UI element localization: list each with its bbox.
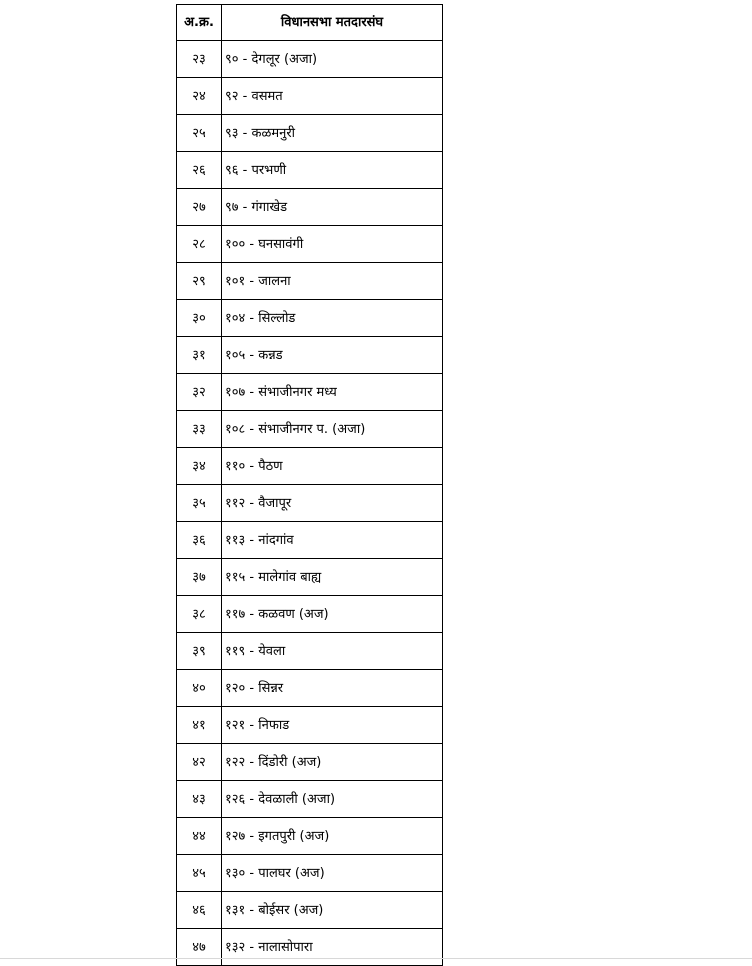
constituency-cell: १०८ - संभाजीनगर प. (अजा) xyxy=(222,411,443,448)
serial-number-cell: ४६ xyxy=(177,892,222,929)
constituency-cell: ११२ - वैजापूर xyxy=(222,485,443,522)
serial-number-cell: ३३ xyxy=(177,411,222,448)
table-row xyxy=(177,300,443,337)
constituency-cell: ११५ - मालेगांव बाह्य xyxy=(222,559,443,596)
table-header xyxy=(177,5,443,41)
serial-number-cell: ३२ xyxy=(177,374,222,411)
serial-number-cell: ३६ xyxy=(177,522,222,559)
serial-number-cell: २७ xyxy=(177,189,222,226)
header-row xyxy=(177,5,443,41)
serial-number-cell: ४७ xyxy=(177,929,222,966)
table-row xyxy=(177,115,443,152)
constituency-cell: ९० - देगलूर (अजा) xyxy=(222,41,443,78)
serial-number-cell: ४० xyxy=(177,670,222,707)
page-bottom-divider xyxy=(0,958,752,959)
serial-number-cell: ४४ xyxy=(177,818,222,855)
table-row xyxy=(177,929,443,966)
table-row xyxy=(177,485,443,522)
serial-number-cell: २९ xyxy=(177,263,222,300)
constituency-cell: ११३ - नांदगांव xyxy=(222,522,443,559)
constituency-header: विधानसभा मतदारसंघ xyxy=(222,5,443,41)
table-row xyxy=(177,411,443,448)
constituency-cell: ९२ - वसमत xyxy=(222,78,443,115)
serial-number-cell: ३७ xyxy=(177,559,222,596)
table-row xyxy=(177,855,443,892)
constituency-cell: ११७ - कळवण (अज) xyxy=(222,596,443,633)
table-row xyxy=(177,448,443,485)
table-row xyxy=(177,670,443,707)
constituency-table xyxy=(176,4,443,966)
constituency-cell: ९६ - परभणी xyxy=(222,152,443,189)
table-row xyxy=(177,337,443,374)
serial-number-header: अ.क्र. xyxy=(177,5,222,41)
table-row xyxy=(177,189,443,226)
serial-number-cell: ३४ xyxy=(177,448,222,485)
serial-number-cell: ३९ xyxy=(177,633,222,670)
serial-number-cell: २८ xyxy=(177,226,222,263)
serial-number-cell: ४५ xyxy=(177,855,222,892)
constituency-cell: १३० - पालघर (अज) xyxy=(222,855,443,892)
constituency-cell: १२६ - देवळाली (अजा) xyxy=(222,781,443,818)
serial-number-cell: ४१ xyxy=(177,707,222,744)
constituency-cell: १२० - सिन्नर xyxy=(222,670,443,707)
table-row xyxy=(177,818,443,855)
serial-number-cell: २३ xyxy=(177,41,222,78)
table-row xyxy=(177,892,443,929)
constituency-cell: १०४ - सिल्लोड xyxy=(222,300,443,337)
table-row xyxy=(177,78,443,115)
serial-number-cell: २४ xyxy=(177,78,222,115)
serial-number-cell: २५ xyxy=(177,115,222,152)
serial-number-cell: ३५ xyxy=(177,485,222,522)
constituency-cell: ११० - पैठण xyxy=(222,448,443,485)
constituency-cell: १०७ - संभाजीनगर मध्य xyxy=(222,374,443,411)
table-row xyxy=(177,41,443,78)
table-row xyxy=(177,559,443,596)
constituency-cell: १०१ - जालना xyxy=(222,263,443,300)
serial-number-cell: ३१ xyxy=(177,337,222,374)
constituency-cell: ११९ - येवला xyxy=(222,633,443,670)
constituency-cell: १२१ - निफाड xyxy=(222,707,443,744)
table-row xyxy=(177,596,443,633)
table-row xyxy=(177,263,443,300)
constituency-cell: १०० - घनसावंगी xyxy=(222,226,443,263)
constituency-cell: १३१ - बोईसर (अज) xyxy=(222,892,443,929)
table-row xyxy=(177,633,443,670)
table-row xyxy=(177,744,443,781)
table-row xyxy=(177,152,443,189)
constituency-cell: १२२ - दिंडोरी (अज) xyxy=(222,744,443,781)
serial-number-cell: ३८ xyxy=(177,596,222,633)
table-body xyxy=(177,41,443,966)
table-row xyxy=(177,226,443,263)
constituency-cell: १३२ - नालासोपारा xyxy=(222,929,443,966)
constituency-cell: १०५ - कन्नड xyxy=(222,337,443,374)
serial-number-cell: ४२ xyxy=(177,744,222,781)
serial-number-cell: ३० xyxy=(177,300,222,337)
table-row xyxy=(177,781,443,818)
table-row xyxy=(177,522,443,559)
table-row xyxy=(177,374,443,411)
constituency-cell: ९३ - कळमनुरी xyxy=(222,115,443,152)
constituency-cell: ९७ - गंगाखेड xyxy=(222,189,443,226)
constituency-cell: १२७ - इगतपुरी (अज) xyxy=(222,818,443,855)
serial-number-cell: ४३ xyxy=(177,781,222,818)
table-row xyxy=(177,707,443,744)
serial-number-cell: २६ xyxy=(177,152,222,189)
